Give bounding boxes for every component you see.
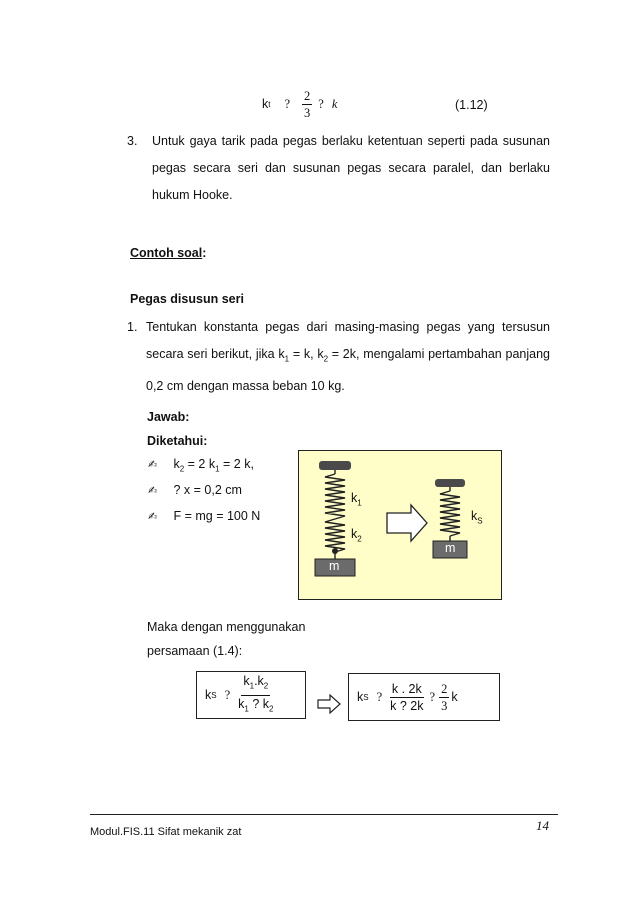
label-mass-right: m (445, 541, 456, 555)
contoh-soal-heading (130, 246, 206, 260)
pen-icon: ✍ (148, 485, 158, 497)
spring-ks (440, 487, 460, 541)
f2-const-num: 2 (441, 681, 448, 696)
pen-icon: ✍ (148, 511, 158, 523)
f2-fraction (388, 681, 425, 714)
given-1-b: = 2 k (184, 457, 216, 471)
jawab-label: Jawab: (147, 410, 190, 424)
f2-const-fraction (439, 681, 449, 714)
given-1-sub2: 1 (215, 464, 220, 474)
f2-lhs-sub: S (363, 692, 369, 702)
problem-text-part1: Tentukan konstanta pegas dari masing-masing pegas yang tersusun secara seri berikut, jika k (146, 320, 550, 361)
hollow-arrow-icon (316, 694, 342, 714)
contoh-soal-colon: : (202, 246, 207, 260)
right-ceiling-block (435, 479, 465, 487)
eq-rhs: k (331, 96, 338, 111)
equation-1-12 (262, 84, 337, 124)
item-3-text: Untuk gaya tarik pada pegas berlaku ketentuan seperti pada susunan pegas secara seri dan susunan pegas secara paralel, dan berlaku hukum Hooke. (152, 134, 550, 202)
spring-diagram (298, 450, 502, 600)
problem-1-number: 1. (127, 320, 138, 334)
formula-box-1 (196, 671, 306, 719)
f2-op: ? (376, 689, 383, 704)
diketahui-label: Diketahui: (147, 434, 208, 448)
label-k2: $k_2$ (351, 527, 362, 544)
label-ks: $k_S$ (471, 509, 483, 526)
problem-1-text (146, 314, 550, 400)
spring-k1 (325, 470, 345, 519)
spring-joint-dot (332, 548, 338, 554)
eq-lhs-sub: t (268, 99, 271, 109)
label-mass-left: m (329, 559, 340, 573)
given-item-2 (148, 480, 260, 506)
f1-fraction (236, 673, 275, 717)
f2-lhs: k (357, 690, 364, 704)
problem-text-part3: = 2k, mengalami pertambahan panjang 0,2 cm dengan massa beban 10 kg. (146, 347, 550, 393)
given-1-sub: 2 (179, 464, 185, 474)
item-3-number: 3. (127, 134, 138, 148)
footer-module-title: Modul.FIS.11 Sifat mekanik zat (90, 826, 242, 838)
given-item-3 (148, 506, 260, 532)
problem-sub2: 2 (323, 354, 329, 364)
eq-op2: ? (318, 96, 324, 111)
f2-op2: ? (429, 689, 436, 704)
f2-den: k ? 2k (390, 698, 424, 713)
contoh-soal-label: Contoh soal (130, 246, 203, 260)
right-arrow-icon (387, 505, 427, 541)
eq-frac-num: 2 (304, 88, 311, 103)
f1-lhs-sub: S (211, 690, 217, 700)
given-list (148, 454, 260, 532)
formula-box-2 (348, 673, 500, 721)
eq-fraction (302, 88, 312, 121)
pegas-seri-heading: Pegas disusun seri (130, 292, 244, 306)
footer-rule (90, 814, 558, 815)
eq-op1: ? (284, 96, 291, 111)
eq-frac-den: 3 (304, 105, 311, 120)
f2-const-den: 3 (441, 698, 448, 713)
equation-number: (1.12) (455, 98, 488, 112)
given-1-c: = 2 k, (219, 457, 254, 471)
f1-num: $k_1.k_2$ (241, 673, 270, 696)
maka-line1: Maka dengan menggunakan (147, 620, 306, 634)
maka-line2: persamaan (1.4): (147, 644, 243, 658)
given-item-1 (148, 454, 260, 480)
eq-lhs: k (262, 97, 269, 111)
given-2-text: ? x = 0,2 cm (173, 483, 242, 497)
given-1-a: k (173, 457, 180, 471)
f1-lhs: k (205, 688, 212, 702)
f1-op: ? (224, 687, 231, 702)
f2-rhs: k (451, 690, 458, 704)
f2-num: k . 2k (391, 681, 422, 696)
problem-text-part2: = k, k (289, 347, 324, 361)
page-number: 14 (536, 818, 549, 833)
pen-icon: ✍ (148, 459, 158, 471)
f1-den: $k_1$ ? $k_2$ (238, 696, 274, 713)
left-ceiling-block (319, 461, 351, 470)
given-3-text: F = mg = 100 N (173, 509, 261, 523)
label-k1: $k_1$ (351, 491, 362, 508)
problem-sub1: 1 (284, 354, 290, 364)
